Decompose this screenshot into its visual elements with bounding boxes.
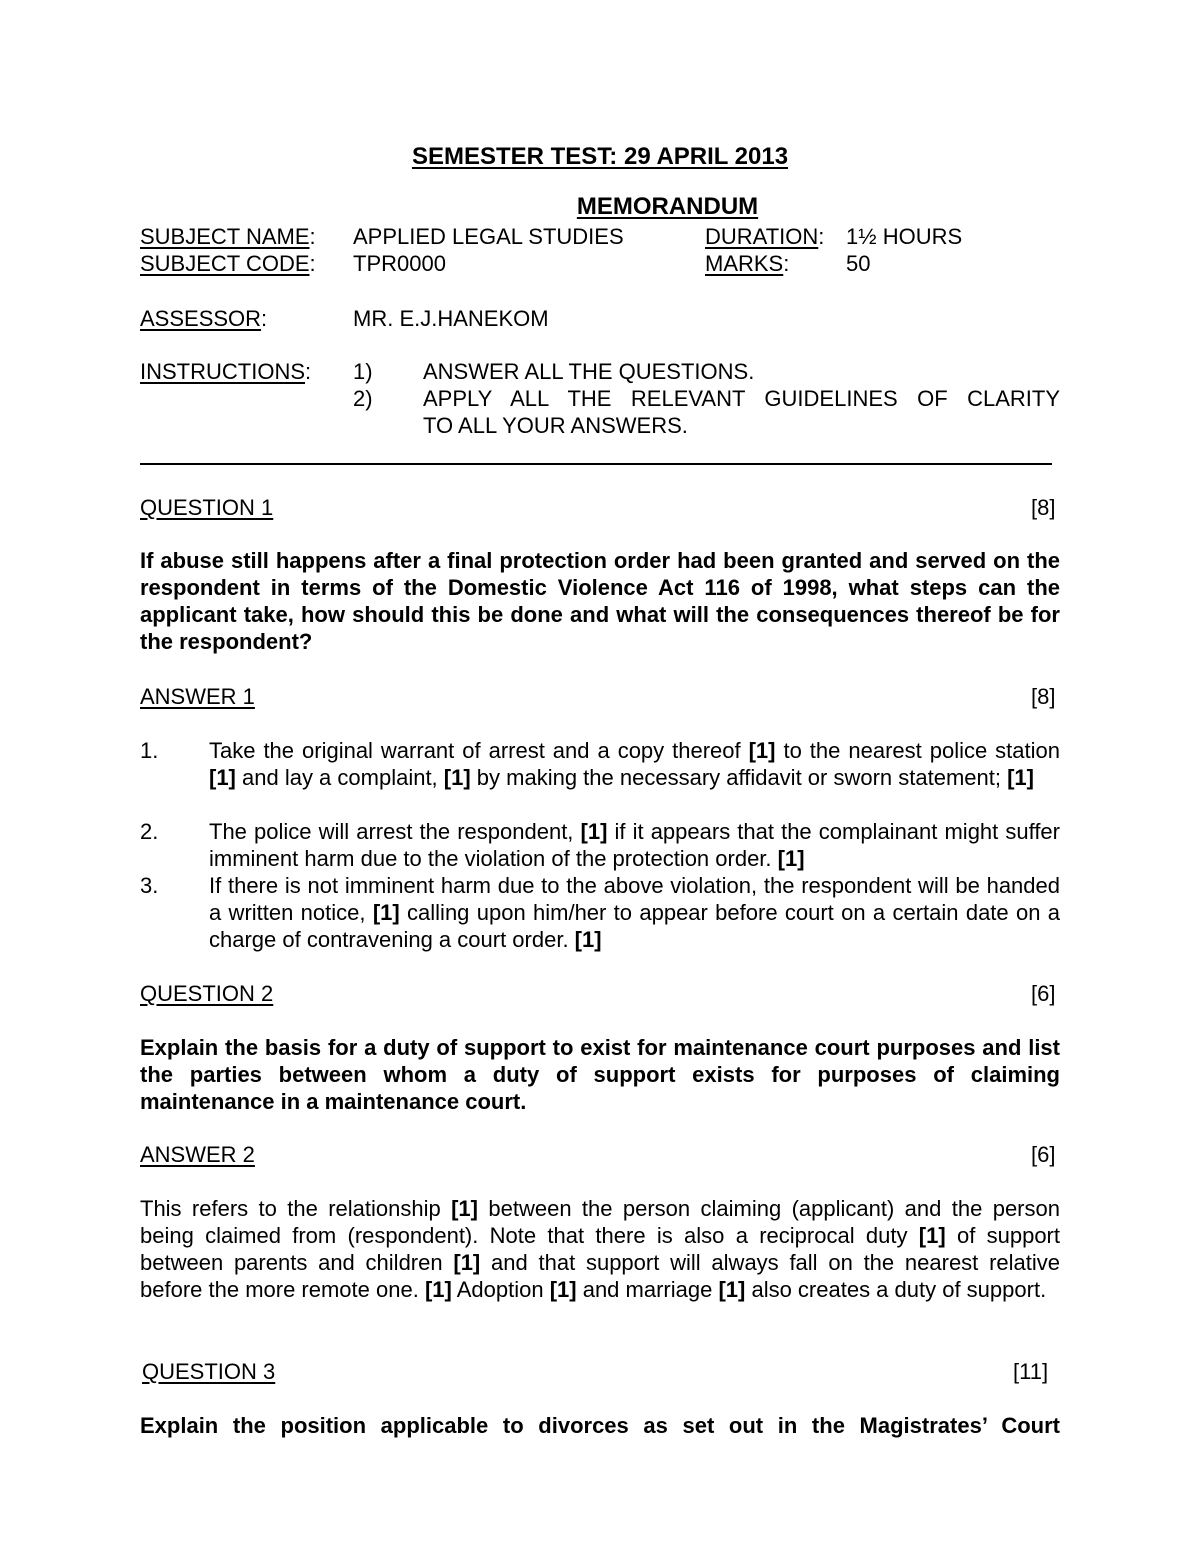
instruction-2-number: 2) [353, 386, 373, 411]
question-2-heading: QUESTION 2 [140, 981, 274, 1006]
item-number: 3. [140, 873, 159, 898]
assessor-label: ASSESSOR: [140, 306, 268, 331]
item-number: 2. [140, 819, 159, 844]
answer-2-marks: [6] [1031, 1142, 1056, 1167]
instruction-2-text-line2: TO ALL YOUR ANSWERS. [423, 413, 688, 438]
item-text: Take the original warrant of arrest and a copy thereof [1] to the nearest police station [1] and lay a complaint, [1] by making the necessary affidavit or sworn statement; [1] [209, 738, 1061, 790]
page-subtitle: MEMORANDUM [576, 193, 759, 220]
duration-label: DURATION: [705, 224, 825, 249]
marks-value: 50 [846, 251, 871, 276]
item-text: The police will arrest the respondent, [1] if it appears that the complainant might suffer imminent harm due to the violation of the protection order. [1] [209, 819, 1060, 871]
instructions-label: INSTRUCTIONS: [140, 359, 312, 384]
duration-value: 1½ HOURS [846, 224, 963, 249]
subject-code-label: SUBJECT CODE: [140, 251, 316, 276]
subject-code-value: TPR0000 [353, 251, 446, 276]
question-2-text: Explain the basis for a duty of support to exist for maintenance court purposes and list the parties between whom a duty of support exists for purposes of claiming maintenance in a maintenance court. [140, 1035, 1060, 1114]
instruction-1-number: 1) [353, 359, 373, 384]
answer-2-text: This refers to the relationship [1] between the person claiming (applicant) and the person being claimed from (respondent). Note that there is also a reciprocal duty [1] of support between parents and children [1] and that support will always fall on the nearest relative before the more remote one. [1] Adoption [1] and marriage [1] also creates a duty of support. [140, 1196, 1060, 1302]
instruction-1-text: ANSWER ALL THE QUESTIONS. [423, 359, 755, 384]
question-2-marks: [6] [1031, 981, 1056, 1006]
question-3-marks: [11] [1013, 1359, 1049, 1384]
answer-2-heading: ANSWER 2 [140, 1142, 255, 1167]
question-1-text: If abuse still happens after a final protection order had been granted and served on the respondent in terms of the Domestic Violence Act 116 of 1998, what steps can the applicant take, how should this be done and what will the consequences thereof be for the respondent? [140, 548, 1060, 654]
question-3-heading: QUESTION 3 [142, 1359, 276, 1384]
item-text: If there is not imminent harm due to the above violation, the respondent will be handed a written notice, [1] calling upon him/her to appear before court on a certain date on a charge of contravening a court order. [1] [209, 873, 1061, 952]
answer-1-marks: [8] [1031, 684, 1056, 709]
assessor-value: MR. E.J.HANEKOM [353, 306, 549, 331]
answer-1-heading: ANSWER 1 [140, 684, 255, 709]
question-1-marks: [8] [1031, 495, 1056, 520]
item-number: 1. [140, 738, 159, 763]
subject-name-value: APPLIED LEGAL STUDIES [353, 224, 624, 249]
question-3-text: Explain the position applicable to divorces as set out in the Magistrates’ Court [140, 1413, 1060, 1438]
subject-name-label: SUBJECT NAME: [140, 224, 316, 249]
separator-rule [140, 463, 1052, 465]
question-1-heading: QUESTION 1 [140, 495, 274, 520]
page-title: SEMESTER TEST: 29 APRIL 2013 [411, 143, 789, 170]
instruction-2-text-line1: APPLY ALL THE RELEVANT GUIDELINES OF CLARITY [423, 386, 1060, 411]
marks-label: MARKS: [705, 251, 790, 276]
